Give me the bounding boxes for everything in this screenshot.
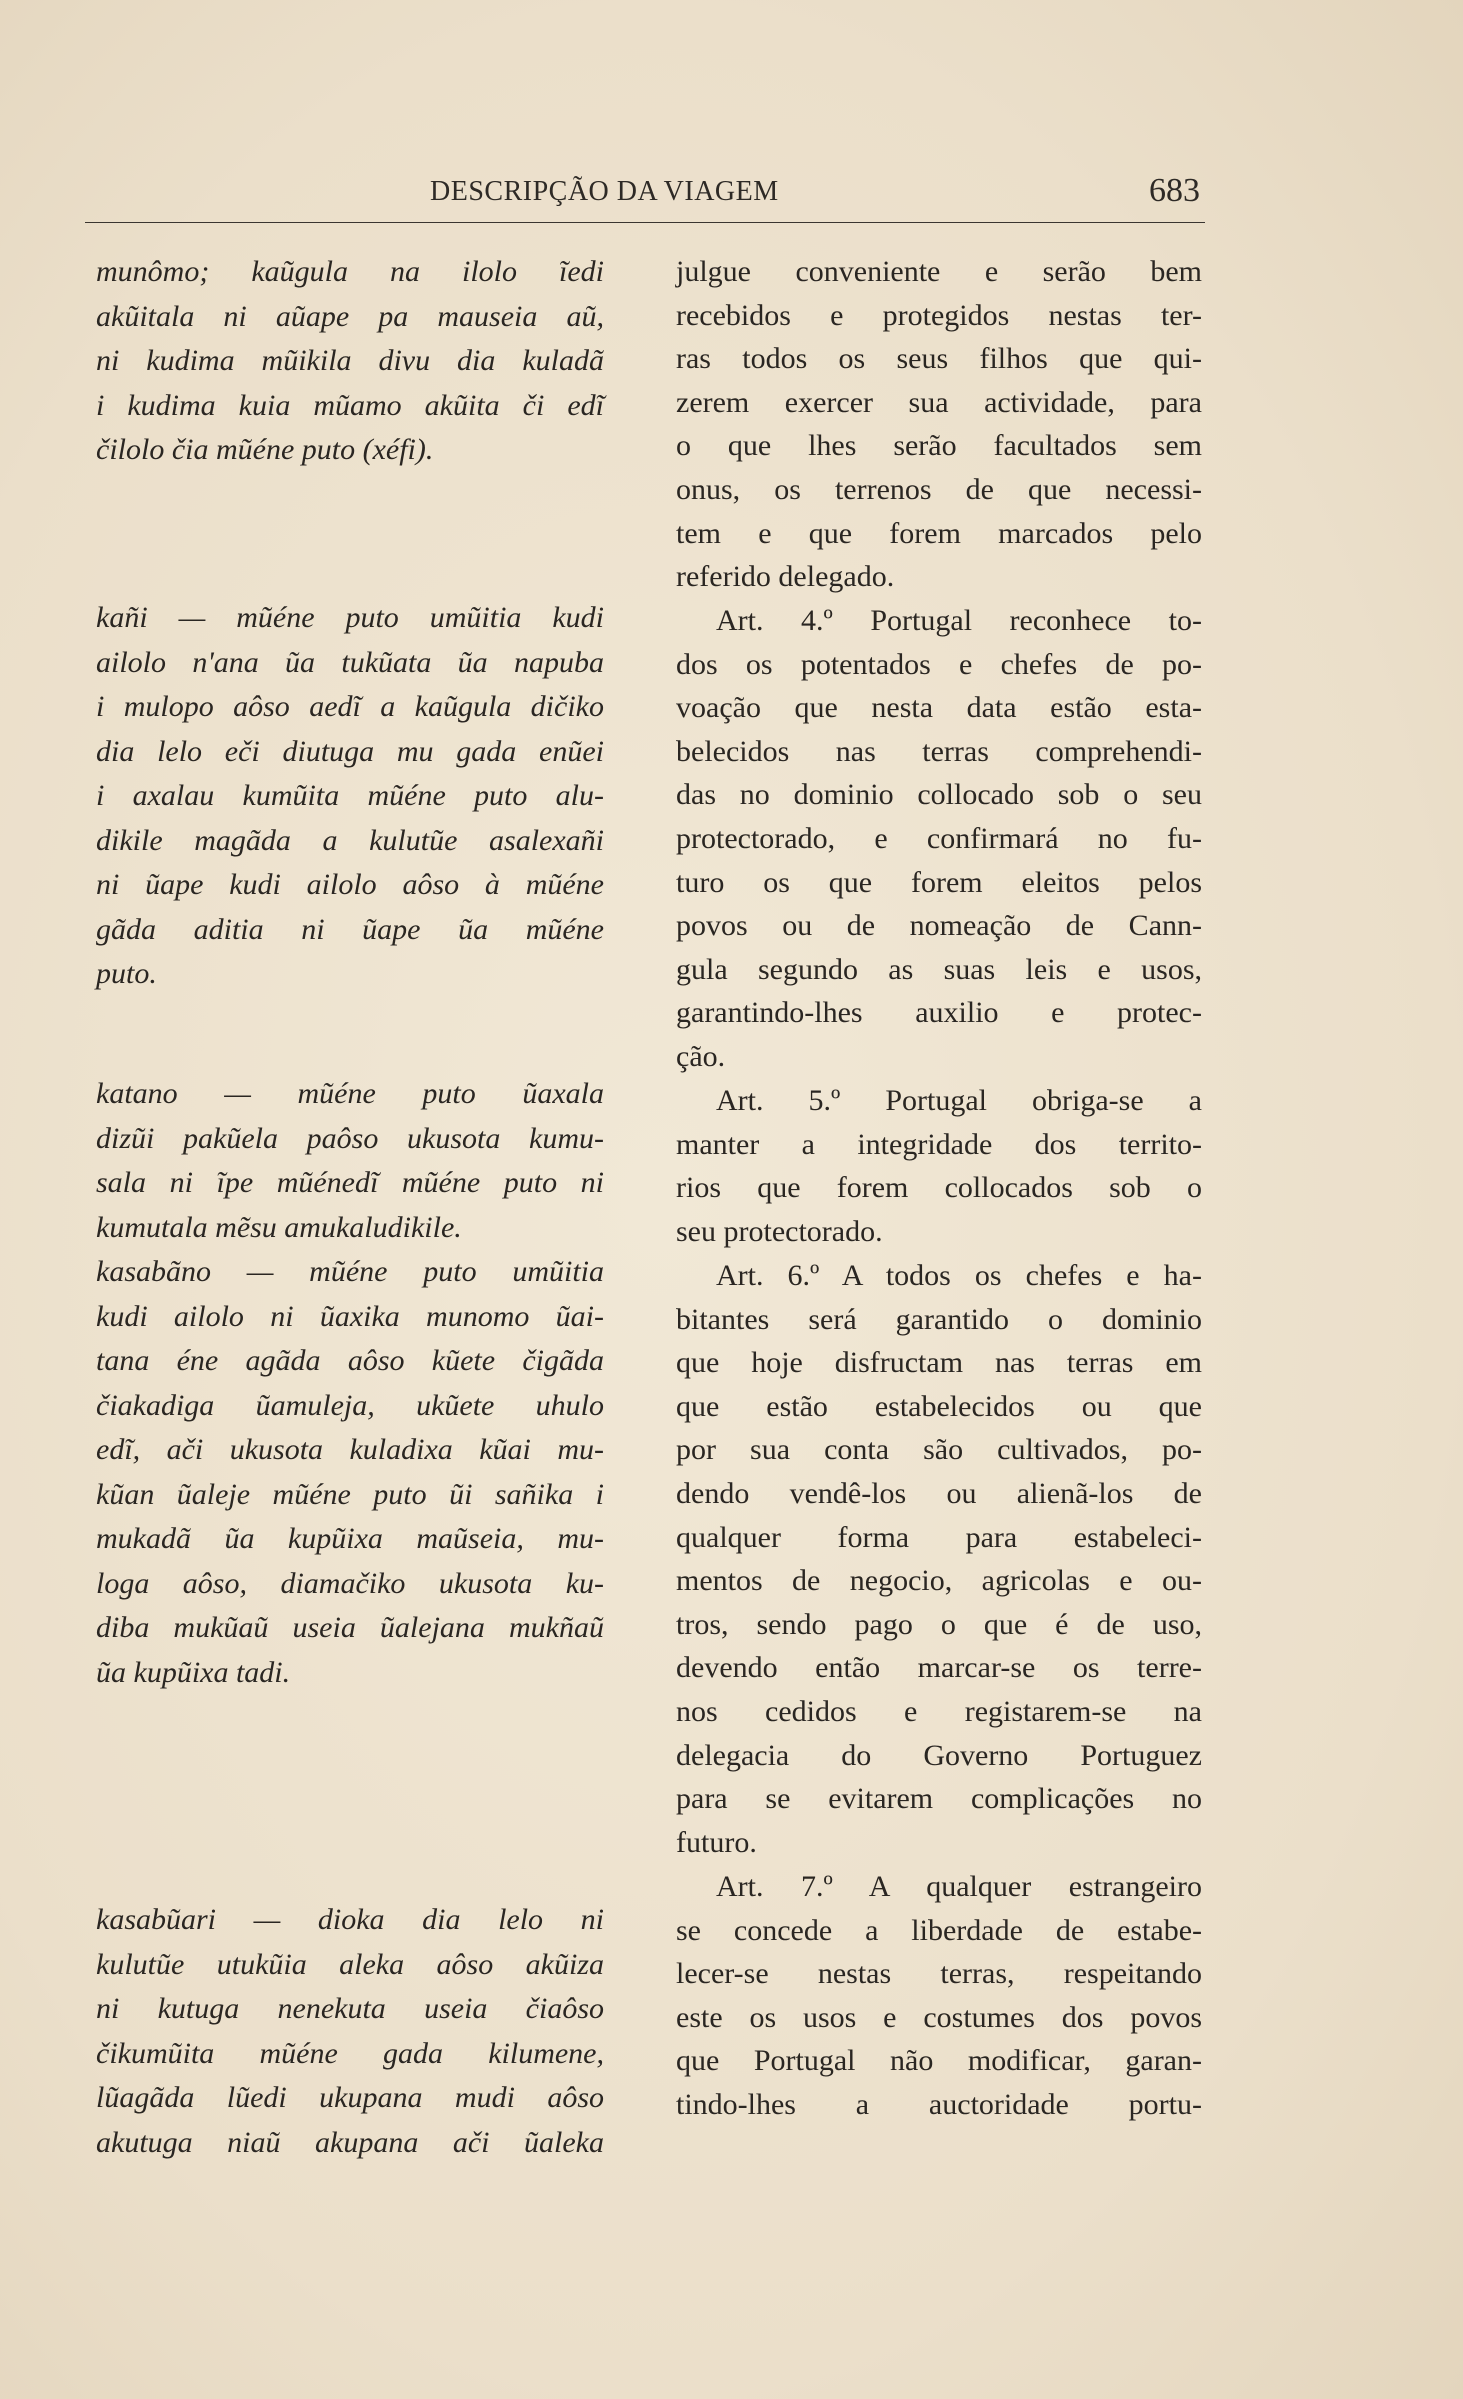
text-line: dendo vendê-los ou alienã-los de <box>676 1476 1202 1510</box>
text-line: ũa kupũixa tadi. <box>96 1655 291 1689</box>
text-line: čilolo čia mũéne puto (xéfi). <box>96 433 434 466</box>
text-line: Art. 4.º Portugal reconhece to- <box>716 604 1202 637</box>
text-line: diba mukũaũ useia ũalejana mukñaũ <box>96 1611 604 1644</box>
text-line: gula segundo as suas leis e usos, <box>676 952 1202 986</box>
paragraph-art-5 <box>676 1079 1202 1253</box>
text-line: manter a integridade dos territo- <box>676 1127 1202 1161</box>
entry-kasabuari <box>96 1898 604 2165</box>
text-line: Art. 7.º A qualquer estrangeiro <box>716 1870 1202 1903</box>
text-line: por sua conta são cultivados, po- <box>676 1433 1202 1467</box>
text-line: garantindo-lhes auxilio e protec- <box>676 996 1202 1030</box>
text-line: nos cedidos e registarem-se na <box>676 1694 1202 1728</box>
entry-kani <box>96 596 604 997</box>
text-line: lũagãda lũedi ukupana mudi aôso <box>96 2081 604 2114</box>
text-line: lecer-se nestas terras, respeitando <box>676 1957 1202 1991</box>
text-line: ni kutuga nenekuta useia čiaôso <box>96 1992 604 2025</box>
text-line: onus, os terrenos de que necessi- <box>676 472 1202 506</box>
text-line: gãda aditia ni ũape ũa mũéne <box>96 912 604 946</box>
text-line: dia lelo eči diutuga mu gada enũei <box>96 734 604 768</box>
text-line: čikumũita mũéne gada kilumene, <box>96 2036 604 2070</box>
text-line: kudi ailolo ni ũaxika munomo ũai- <box>96 1299 604 1333</box>
text-line: bitantes será garantido o dominio <box>676 1302 1202 1336</box>
text-line: ailolo n'ana ũa tukũata ũa napuba <box>96 645 604 679</box>
text-line: recebidos e protegidos nestas ter- <box>676 298 1202 332</box>
text-line: ção. <box>676 1039 726 1073</box>
text-line: seu protectorado. <box>676 1214 883 1248</box>
text-line: tros, sendo pago o que é de uso, <box>676 1607 1202 1641</box>
text-line: voação que nesta data estão esta- <box>676 691 1202 725</box>
text-line: Art. 6.º A todos os chefes e ha- <box>716 1259 1202 1292</box>
text-line: zerem exercer sua actividade, para <box>676 385 1202 419</box>
text-line: tindo-lhes a auctoridade portu- <box>676 2087 1202 2121</box>
entry-kasabano <box>96 1250 604 1695</box>
text-line: das no dominio collocado sob o seu <box>676 778 1202 812</box>
text-line: ni ũape kudi ailolo aôso à mũéne <box>96 868 604 901</box>
text-line: sala ni ĩpe mũénedĩ mũéne puto ni <box>96 1166 604 1199</box>
text-line: kũan ũaleje mũéne puto ũi sañika i <box>96 1477 604 1511</box>
text-line: rios que forem collocados sob o <box>676 1171 1202 1205</box>
text-line: belecidos nas terras comprehendi- <box>676 734 1202 768</box>
text-line: dos os potentados e chefes de po- <box>676 647 1202 681</box>
entry-munomo <box>96 250 604 473</box>
text-line: turo os que forem eleitos pelos <box>676 865 1202 899</box>
running-head: DESCRIPÇÃO DA VIAGEM <box>430 176 779 207</box>
paragraph-art-7 <box>676 1865 1202 2127</box>
text-line: ni kudima mũikila divu dia kuladã <box>96 344 604 377</box>
text-line: tem e que forem marcados pelo <box>676 516 1202 550</box>
text-line: tana éne agãda aôso kũete čigãda <box>96 1344 604 1377</box>
text-line: mukadã ũa kupũixa maũseia, mu- <box>96 1522 604 1555</box>
text-line: que hoje disfructam nas terras em <box>676 1346 1202 1380</box>
text-line: qualquer forma para estabeleci- <box>676 1520 1202 1554</box>
text-line: akũitala ni aũape pa mauseia aũ, <box>96 299 604 333</box>
page-header <box>90 172 1200 228</box>
text-line: edĩ, ači ukusota kuladixa kũai mu- <box>96 1433 604 1466</box>
text-line: munômo; kaũgula na ilolo ĩedi <box>96 255 604 288</box>
text-line: para se evitarem complicações no <box>676 1782 1202 1816</box>
paragraph-art-6 <box>676 1254 1202 1864</box>
text-line: kasabũari — dioka dia lelo ni <box>96 1903 604 1936</box>
text-line: que estão estabelecidos ou que <box>676 1389 1202 1423</box>
text-line: kulutũe utukũia aleka aôso akũiza <box>96 1947 604 1981</box>
text-line: i kudima kuia mũamo akũita či edĩ <box>96 388 604 422</box>
text-line: referido delegado. <box>676 560 895 594</box>
text-line: kumutala mẽsu amukaludikile. <box>96 1210 462 1244</box>
text-line: dizũi pakũela paôso ukusota kumu- <box>96 1121 604 1155</box>
text-line: ras todos os seus filhos que qui- <box>676 342 1202 376</box>
text-line: que Portugal não modificar, garan- <box>676 2044 1202 2078</box>
text-line: loga aôso, diamačiko ukusota ku- <box>96 1566 604 1600</box>
text-line: akutuga niaũ akupana ači ũaleka <box>96 2125 604 2159</box>
text-line: julgue conveniente e serão bem <box>676 255 1202 288</box>
header-rule <box>85 222 1205 223</box>
paragraph-art-4 <box>676 599 1202 1079</box>
text-line: Art. 5.º Portugal obriga-se a <box>716 1084 1202 1117</box>
text-line: puto. <box>96 957 157 990</box>
text-line: mentos de negocio, agricolas e ou- <box>676 1564 1202 1598</box>
text-line: devendo então marcar-se os terre- <box>676 1651 1202 1685</box>
text-line: este os usos e costumes dos povos <box>676 2000 1202 2034</box>
text-line: futuro. <box>676 1825 757 1859</box>
entry-katano <box>96 1072 604 1250</box>
text-line: delegacia do Governo Portuguez <box>676 1738 1202 1772</box>
text-line: o que lhes serão facultados sem <box>676 429 1202 463</box>
text-line: se concede a liberdade de estabe- <box>676 1913 1202 1947</box>
page-number: 683 <box>1149 172 1200 209</box>
text-line: dikile magãda a kulutũe asalexañi <box>96 823 604 857</box>
text-line: povos ou de nomeação de Cann- <box>676 909 1202 943</box>
text-line: čiakadiga ũamuleja, ukũete uhulo <box>96 1388 604 1422</box>
text-line: i axalau kumũita mũéne puto alu- <box>96 779 604 812</box>
text-line: katano — mũéne puto ũaxala <box>96 1077 604 1110</box>
text-line: kasabãno — mũéne puto umũitia <box>96 1255 604 1288</box>
paragraph-continuation <box>676 250 1202 599</box>
text-line: i mulopo aôso aedĩ a kaũgula dičiko <box>96 690 604 723</box>
text-line: protectorado, e confirmará no fu- <box>676 821 1202 855</box>
text-line: kañi — mũéne puto umũitia kudi <box>96 601 604 634</box>
